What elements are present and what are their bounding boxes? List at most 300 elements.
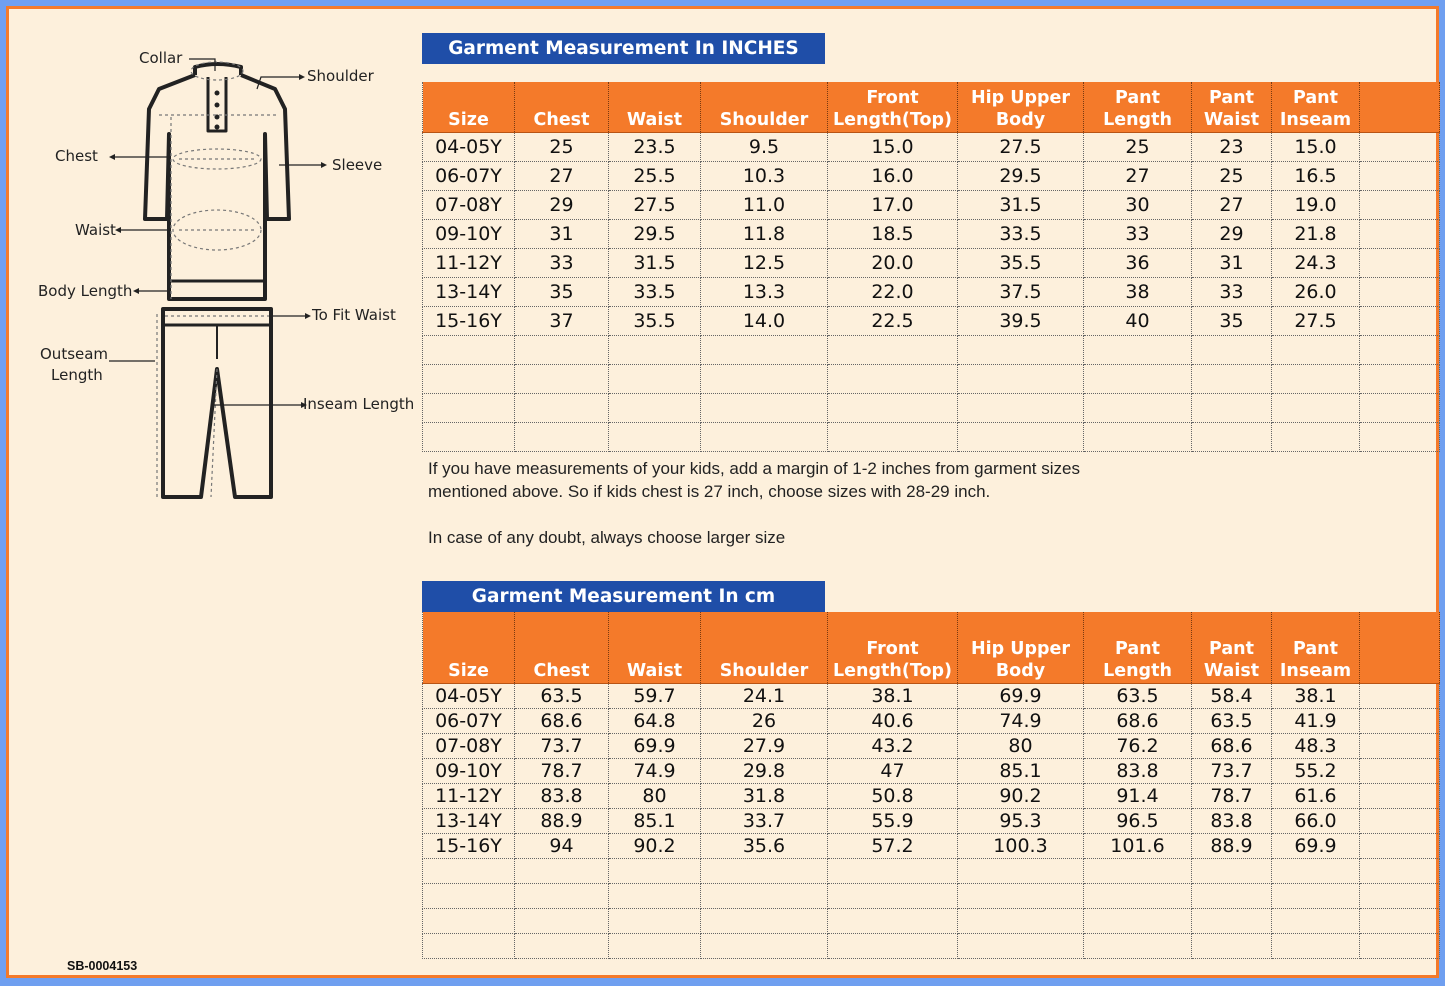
table-cell: 27.5 <box>1272 306 1360 335</box>
table-cell: 83.8 <box>1084 758 1192 783</box>
table-cell <box>609 858 701 883</box>
table-row <box>423 364 1440 393</box>
cm-header-line: Size <box>448 660 489 681</box>
table-cell <box>1360 933 1440 958</box>
table-cell: 80 <box>609 783 701 808</box>
table-cell: 27 <box>1192 190 1272 219</box>
table-cell: 41.9 <box>1272 708 1360 733</box>
inches-header-line: Pant <box>1293 87 1338 108</box>
table-cell <box>423 393 515 422</box>
table-cell: 13-14Y <box>423 808 515 833</box>
table-cell: 07-08Y <box>423 733 515 758</box>
table-cell <box>1360 883 1440 908</box>
table-cell: 06-07Y <box>423 708 515 733</box>
sizing-note-advice: In case of any doubt, always choose larger size <box>428 528 786 547</box>
table-cell <box>1084 883 1192 908</box>
table-cell: 35.6 <box>701 833 828 858</box>
table-cell <box>1084 393 1192 422</box>
table-row <box>423 161 1440 190</box>
table-cell: 11.0 <box>701 190 828 219</box>
table-cell <box>1360 364 1440 393</box>
table-cell: 31.5 <box>609 248 701 277</box>
table-cell <box>1360 393 1440 422</box>
table-cell <box>828 883 958 908</box>
table-cell <box>1360 808 1440 833</box>
table-cell: 33 <box>515 248 609 277</box>
cm-header-line: Waist <box>626 660 683 681</box>
cm-header-line <box>1360 660 1439 682</box>
table-cell: 15-16Y <box>423 306 515 335</box>
table-cell <box>1360 132 1440 161</box>
table-cell <box>958 364 1084 393</box>
cm-header-cell <box>423 612 515 683</box>
table-cell: 69.9 <box>609 733 701 758</box>
table-cell <box>828 933 958 958</box>
table-cell <box>958 335 1084 364</box>
table-cell <box>609 364 701 393</box>
table-cell <box>423 933 515 958</box>
table-cell: 55.2 <box>1272 758 1360 783</box>
table-cell: 24.1 <box>701 683 828 708</box>
table-cell <box>1084 364 1192 393</box>
inches-header-line: Front <box>866 87 919 108</box>
table-cell: 74.9 <box>609 758 701 783</box>
table-cell: 23 <box>1192 132 1272 161</box>
table-cell: 25 <box>1192 161 1272 190</box>
inches-header-cell <box>701 82 828 132</box>
table-cell: 38.1 <box>828 683 958 708</box>
cm-header-line: Pant <box>1115 638 1160 659</box>
table-cell <box>1272 858 1360 883</box>
table-cell <box>1360 335 1440 364</box>
label-outseam-line1: Outseam <box>40 345 109 363</box>
table-cell: 48.3 <box>1272 733 1360 758</box>
table-cell: 50.8 <box>828 783 958 808</box>
table-cell <box>1360 708 1440 733</box>
table-cell <box>958 883 1084 908</box>
table-cell <box>958 933 1084 958</box>
table-cell: 17.0 <box>828 190 958 219</box>
table-cell <box>1272 933 1360 958</box>
table-row <box>423 393 1440 422</box>
table-cell: 22.5 <box>828 306 958 335</box>
label-chest: Chest <box>55 147 98 165</box>
table-cell: 13.3 <box>701 277 828 306</box>
table-cell: 29 <box>515 190 609 219</box>
table-cell <box>1360 306 1440 335</box>
table-cell: 96.5 <box>1084 808 1192 833</box>
table-cell: 09-10Y <box>423 758 515 783</box>
table-cell <box>1084 335 1192 364</box>
kurta-pajama-illustration <box>9 9 429 529</box>
table-cell: 23.5 <box>609 132 701 161</box>
table-cell: 15.0 <box>828 132 958 161</box>
table-cell: 27.9 <box>701 733 828 758</box>
inches-header-cell <box>423 82 515 132</box>
table-cell <box>609 933 701 958</box>
table-cell: 29.5 <box>609 219 701 248</box>
table-cell: 31.8 <box>701 783 828 808</box>
table-cell: 40.6 <box>828 708 958 733</box>
table-cell: 30 <box>1084 190 1192 219</box>
table-cell <box>609 908 701 933</box>
inches-header-line <box>701 87 827 109</box>
inches-header-line <box>423 87 514 109</box>
table-cell: 95.3 <box>958 808 1084 833</box>
table-cell: 04-05Y <box>423 132 515 161</box>
table-cell <box>1272 335 1360 364</box>
cm-header-line: Chest <box>533 660 590 681</box>
table-cell <box>701 393 828 422</box>
inches-header-line: Shoulder <box>719 109 809 130</box>
table-cell <box>1360 858 1440 883</box>
table-cell <box>701 883 828 908</box>
label-inseam-length: Inseam Length <box>303 395 415 413</box>
table-cell: 10.3 <box>701 161 828 190</box>
cm-header-cell <box>1272 612 1360 683</box>
table-cell: 68.6 <box>515 708 609 733</box>
table-cell <box>828 908 958 933</box>
table-row <box>423 883 1440 908</box>
table-cell <box>958 393 1084 422</box>
table-cell: 80 <box>958 733 1084 758</box>
table-cell: 100.3 <box>958 833 1084 858</box>
table-cell <box>1360 161 1440 190</box>
table-cell: 25 <box>515 132 609 161</box>
table-cell: 24.3 <box>1272 248 1360 277</box>
table-cell <box>828 422 958 451</box>
table-cell <box>1192 422 1272 451</box>
table-cell: 38 <box>1084 277 1192 306</box>
table-cell: 15-16Y <box>423 833 515 858</box>
cm-header-cell <box>701 612 828 683</box>
table-cell <box>1360 422 1440 451</box>
sizing-note-paragraph: If you have measurements of your kids, add a margin of 1-2 inches from garment sizes mentioned above. So if kids chest is 27 inch, choose sizes with 28-29 inch. <box>428 459 1080 501</box>
table-cell: 63.5 <box>1192 708 1272 733</box>
inches-header-line: Pant <box>1115 87 1160 108</box>
table-cell: 27 <box>515 161 609 190</box>
table-cell <box>1084 858 1192 883</box>
table-cell: 31 <box>515 219 609 248</box>
table-cell: 78.7 <box>515 758 609 783</box>
table-cell: 18.5 <box>828 219 958 248</box>
table-row <box>423 933 1440 958</box>
cm-header-cell <box>515 612 609 683</box>
table-cell <box>1192 933 1272 958</box>
table-cell: 09-10Y <box>423 219 515 248</box>
inches-header-line: Size <box>448 109 489 130</box>
cm-header-line <box>609 638 700 660</box>
inches-header-line <box>515 87 608 109</box>
table-cell <box>1192 908 1272 933</box>
table-cell <box>515 335 609 364</box>
table-cell: 39.5 <box>958 306 1084 335</box>
table-cell: 83.8 <box>1192 808 1272 833</box>
cm-header-line <box>423 638 514 660</box>
table-cell: 16.5 <box>1272 161 1360 190</box>
table-cell <box>423 908 515 933</box>
table-cell <box>828 393 958 422</box>
inches-header-cell <box>515 82 609 132</box>
table-cell <box>515 364 609 393</box>
table-cell: 29 <box>1192 219 1272 248</box>
cm-header-line: Body <box>995 660 1046 681</box>
cm-header-line: Pant <box>1293 638 1338 659</box>
table-cell <box>1192 883 1272 908</box>
table-cell: 19.0 <box>1272 190 1360 219</box>
table-cell: 68.6 <box>1084 708 1192 733</box>
table-cell <box>1084 933 1192 958</box>
table-row <box>423 132 1440 161</box>
table-cell <box>423 422 515 451</box>
label-outseam-line2: Length <box>51 366 103 384</box>
table-cell <box>515 933 609 958</box>
inches-header-cell <box>1272 82 1360 132</box>
table-cell <box>1360 733 1440 758</box>
label-shoulder: Shoulder <box>307 67 374 85</box>
table-cell <box>609 883 701 908</box>
table-cell: 63.5 <box>1084 683 1192 708</box>
table-cell: 59.7 <box>609 683 701 708</box>
table-cell: 29.8 <box>701 758 828 783</box>
table-cell: 33 <box>1084 219 1192 248</box>
table-cell <box>958 858 1084 883</box>
table-row <box>423 733 1440 758</box>
table-cell <box>1272 883 1360 908</box>
table-row <box>423 306 1440 335</box>
table-cell <box>701 933 828 958</box>
garment-diagram <box>9 9 429 529</box>
table-cell: 33.5 <box>958 219 1084 248</box>
cm-header-line: Front <box>866 638 919 659</box>
label-collar: Collar <box>139 49 183 67</box>
table-cell <box>1192 393 1272 422</box>
table-cell: 47 <box>828 758 958 783</box>
table-cell <box>1360 190 1440 219</box>
cm-header-line: Hip Upper <box>970 638 1071 659</box>
cm-header-cell <box>1192 612 1272 683</box>
table-row <box>423 908 1440 933</box>
table-cell: 13-14Y <box>423 277 515 306</box>
table-cell: 55.9 <box>828 808 958 833</box>
inches-header-line: Waist <box>1203 109 1260 130</box>
table-cell <box>958 908 1084 933</box>
table-cell <box>828 335 958 364</box>
table-cell <box>701 858 828 883</box>
table-cell: 16.0 <box>828 161 958 190</box>
table-cell: 69.9 <box>958 683 1084 708</box>
cm-header-cell <box>958 612 1084 683</box>
table-cell: 25.5 <box>609 161 701 190</box>
table-cell <box>1192 858 1272 883</box>
cm-header-line: Waist <box>1203 660 1260 681</box>
table-cell: 90.2 <box>609 833 701 858</box>
table-cell: 85.1 <box>609 808 701 833</box>
table-cell: 76.2 <box>1084 733 1192 758</box>
table-cell <box>515 883 609 908</box>
table-cell: 78.7 <box>1192 783 1272 808</box>
sizing-note <box>428 457 1088 549</box>
table-row <box>423 219 1440 248</box>
table-cell: 90.2 <box>958 783 1084 808</box>
table-cell: 58.4 <box>1192 683 1272 708</box>
table-cell <box>1360 783 1440 808</box>
table-cell: 27.5 <box>609 190 701 219</box>
table-cell <box>1272 393 1360 422</box>
table-cell <box>828 364 958 393</box>
table-cell <box>609 393 701 422</box>
table-cell <box>515 422 609 451</box>
table-cell: 43.2 <box>828 733 958 758</box>
table-cell <box>609 422 701 451</box>
table-row <box>423 758 1440 783</box>
table-cell: 37.5 <box>958 277 1084 306</box>
table-cell: 94 <box>515 833 609 858</box>
cm-header-cell <box>609 612 701 683</box>
table-cell <box>1360 908 1440 933</box>
table-cell: 35.5 <box>609 306 701 335</box>
inches-header-cell <box>828 82 958 132</box>
cm-table-title: Garment Measurement In cm <box>422 581 825 612</box>
table-cell: 35 <box>1192 306 1272 335</box>
table-cell: 15.0 <box>1272 132 1360 161</box>
inches-header-line: Length <box>1103 109 1172 130</box>
cm-header-line <box>515 638 608 660</box>
label-body-length: Body Length <box>38 282 133 300</box>
table-cell: 66.0 <box>1272 808 1360 833</box>
inches-header-line <box>1360 109 1439 131</box>
table-cell: 26.0 <box>1272 277 1360 306</box>
table-cell: 27.5 <box>958 132 1084 161</box>
cm-header-line <box>701 638 827 660</box>
cm-header-line: Inseam <box>1279 660 1352 681</box>
inches-header-line: Inseam <box>1279 109 1352 130</box>
table-cell: 73.7 <box>515 733 609 758</box>
table-cell: 38.1 <box>1272 683 1360 708</box>
table-cell: 64.8 <box>609 708 701 733</box>
table-row <box>423 277 1440 306</box>
table-row <box>423 783 1440 808</box>
table-row <box>423 833 1440 858</box>
label-sleeve: Sleeve <box>332 156 383 174</box>
table-cell: 35.5 <box>958 248 1084 277</box>
table-cell <box>515 393 609 422</box>
table-row <box>423 335 1440 364</box>
table-cell <box>423 335 515 364</box>
inches-header-cell <box>1360 82 1440 132</box>
cm-header-line: Length <box>1103 660 1172 681</box>
inches-header-cell <box>1192 82 1272 132</box>
table-cell <box>423 883 515 908</box>
table-cell: 36 <box>1084 248 1192 277</box>
table-cell: 73.7 <box>1192 758 1272 783</box>
inches-header-line: Body <box>995 109 1046 130</box>
table-cell: 33.7 <box>701 808 828 833</box>
label-to-fit-waist: To Fit Waist <box>312 306 396 324</box>
table-cell: 37 <box>515 306 609 335</box>
table-row <box>423 683 1440 708</box>
table-cell <box>701 422 828 451</box>
table-cell: 20.0 <box>828 248 958 277</box>
inches-header-line <box>1360 87 1439 109</box>
cm-header-line: Pant <box>1209 638 1254 659</box>
table-row <box>423 808 1440 833</box>
cm-header-line: Shoulder <box>719 660 809 681</box>
table-cell <box>1084 908 1192 933</box>
table-cell <box>701 335 828 364</box>
table-cell: 40 <box>1084 306 1192 335</box>
table-cell: 61.6 <box>1272 783 1360 808</box>
table-row <box>423 708 1440 733</box>
inches-header-line: Pant <box>1209 87 1254 108</box>
table-cell <box>701 364 828 393</box>
inches-header-cell <box>609 82 701 132</box>
table-cell: 101.6 <box>1084 833 1192 858</box>
table-row <box>423 190 1440 219</box>
table-cell: 91.4 <box>1084 783 1192 808</box>
table-cell: 69.9 <box>1272 833 1360 858</box>
table-cell: 25 <box>1084 132 1192 161</box>
table-cell: 33 <box>1192 277 1272 306</box>
table-cell: 74.9 <box>958 708 1084 733</box>
cm-header-cell <box>1360 612 1440 683</box>
table-cell <box>1192 364 1272 393</box>
table-cell: 83.8 <box>515 783 609 808</box>
table-cell: 14.0 <box>701 306 828 335</box>
label-waist: Waist <box>75 221 116 239</box>
cm-table <box>422 612 1440 959</box>
table-cell <box>701 908 828 933</box>
table-cell <box>1360 833 1440 858</box>
inches-header-cell <box>1084 82 1192 132</box>
table-cell: 9.5 <box>701 132 828 161</box>
table-cell <box>1360 758 1440 783</box>
table-cell <box>609 335 701 364</box>
table-cell: 35 <box>515 277 609 306</box>
inches-header-line: Waist <box>626 109 683 130</box>
table-cell <box>958 422 1084 451</box>
table-cell: 04-05Y <box>423 683 515 708</box>
table-cell: 07-08Y <box>423 190 515 219</box>
table-cell: 31 <box>1192 248 1272 277</box>
inches-header-line: Hip Upper <box>970 87 1071 108</box>
table-cell: 22.0 <box>828 277 958 306</box>
table-cell: 88.9 <box>1192 833 1272 858</box>
table-cell: 11.8 <box>701 219 828 248</box>
table-cell <box>1360 683 1440 708</box>
table-row <box>423 422 1440 451</box>
inches-header-cell <box>958 82 1084 132</box>
cm-header-line <box>1360 638 1439 660</box>
table-cell <box>515 858 609 883</box>
cm-header-cell <box>1084 612 1192 683</box>
table-cell: 68.6 <box>1192 733 1272 758</box>
table-cell: 06-07Y <box>423 161 515 190</box>
table-cell <box>423 858 515 883</box>
table-cell <box>515 908 609 933</box>
table-cell <box>1272 908 1360 933</box>
cm-header-line: Length(Top) <box>833 660 952 681</box>
table-cell <box>1192 335 1272 364</box>
table-cell: 85.1 <box>958 758 1084 783</box>
inches-header-line <box>609 87 700 109</box>
cm-header-cell <box>828 612 958 683</box>
table-cell: 26 <box>701 708 828 733</box>
table-cell: 21.8 <box>1272 219 1360 248</box>
table-cell <box>1272 422 1360 451</box>
table-row <box>423 248 1440 277</box>
table-cell: 27 <box>1084 161 1192 190</box>
